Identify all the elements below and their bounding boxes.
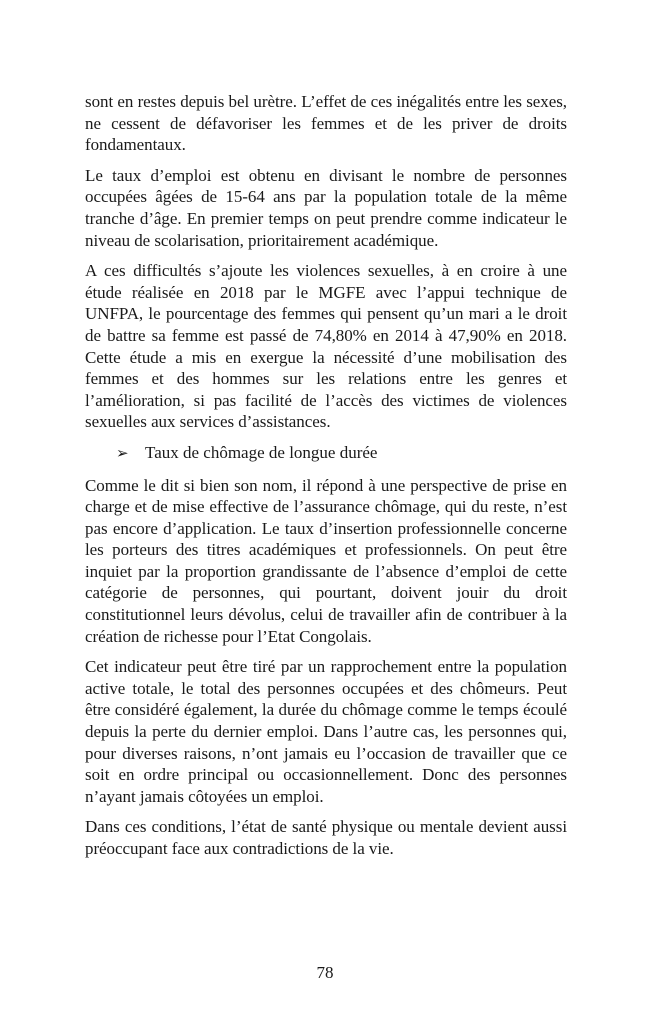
page-number: 78 — [316, 963, 334, 982]
paragraph-employment-rate: Le taux d’emploi est obtenu en divisant le nombre de personnes occupées âgées de 15-64 ans par la population totale de la même tranche d’âge. En premier temps on peut prendre comme indicateur le niveau de scolarisation, prioritairement académique. — [85, 165, 567, 250]
paragraph-health-conditions: Dans ces conditions, l’état de santé physique ou mentale devient aussi préoccupant face aux contradictions de la vie. — [85, 817, 567, 858]
bullet-text: Taux de chômage de longue durée — [145, 442, 378, 462]
paragraph-inequality-effects: sont en restes depuis bel urètre. L’effet de ces inégalités entre les sexes, ne cessent de défavoriser les femmes et de les priver de droits fondamentaux. — [85, 92, 567, 155]
paragraph-sexual-violence: A ces difficultés s’ajoute les violences sexuelles, à en croire à une étude réalisée en 2018 par le MGFE avec l’appui technique de UNFPA, le pourcentage des femmes qui pensent qu’un mari a le droit de battre sa femme est passé de 74,80% en 2014 à 47,90% en 2018. Cette étude a mis en exergue la nécessité d’une mobilisation des femmes et des hommes sur les relations entre les genres et l’amélioration, si pas facilité de l’accès des victimes de violences sexuelles aux services d’assistances. — [85, 261, 567, 432]
page-body — [85, 91, 567, 869]
paragraph-indicator-definition: Cet indicateur peut être tiré par un rapprochement entre la population active totale, le total des personnes occupées et des chômeurs. Peut être considéré également, la durée du chômage comme le temps écoulé depuis la perte du dernier emploi. Dans l’autre cas, les personnes qui, pour diverses raisons, n’ont jamais eu l’occasion de travailler que ce soit en ordre principal ou occasionnellement. Donc des personnes n’ayant jamais côtoyées un emploi. — [85, 657, 567, 806]
bullet-long-term-unemployment — [85, 442, 567, 466]
arrowhead-bullet-icon: ➢ — [116, 445, 129, 462]
paragraph-unemployment-insurance: Comme le dit si bien son nom, il répond à une perspective de prise en charge et de mise effective de l’assurance chômage, qui du reste, n’est pas encore d’application. Le taux d’insertion professionnelle concerne les porteurs des titres académiques et professionnels. On peut être inquiet par la proportion grandissante de l’absence d’emploi de cette catégorie de personnes, qui pourtant, doivent jouir du droit constitutionnel leurs dévolus, celui de travailler afin de contribuer à la création de richesse pour l’Etat Congolais. — [85, 475, 567, 646]
